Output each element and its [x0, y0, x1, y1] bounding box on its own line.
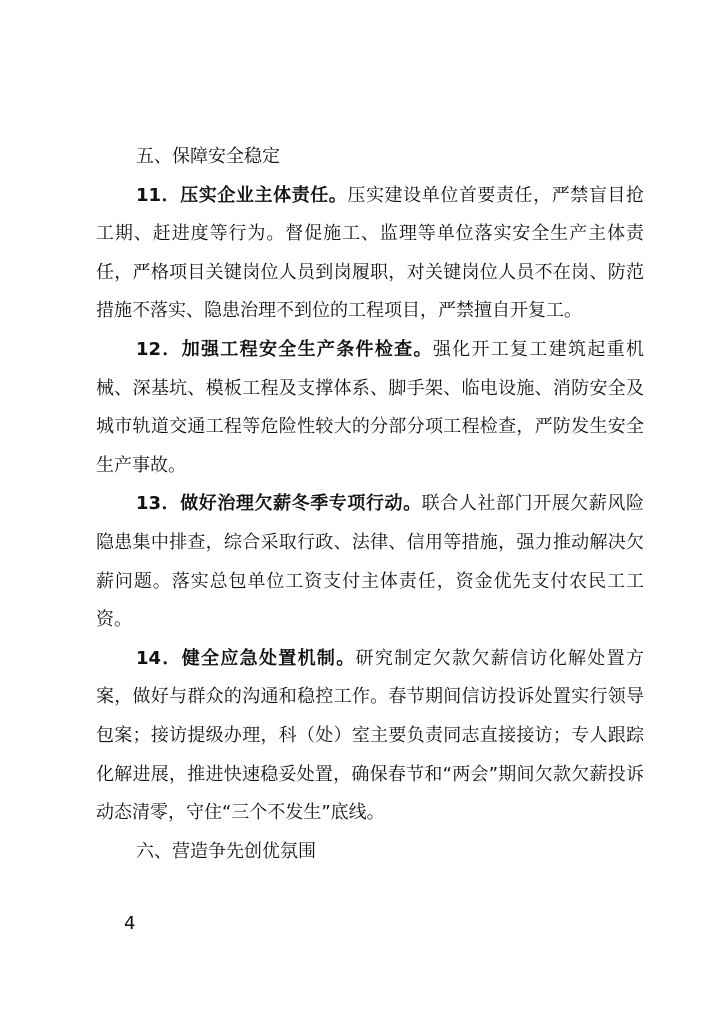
item-13	[96, 485, 644, 639]
item-11	[96, 177, 644, 331]
item-number: 12．	[136, 338, 182, 360]
item-title: 做好治理欠薪冬季专项行动。	[180, 493, 422, 515]
item-body: 压实建设单位首要责任，严禁盲目抢工期、赶进度等行为。督促施工、监理等单位落实安全生产主体责任，严格项目关键岗位人员到岗履职，对关键岗位人员不在岗、防范措施不落实、隐患治理不到位的工程项目，严禁擅自开复工。	[96, 184, 644, 322]
page-number: 4	[124, 913, 136, 934]
item-title: 健全应急处置机制。	[181, 647, 356, 669]
item-number: 14．	[136, 647, 182, 669]
item-body: 联合人社部门开展欠薪风险隐患集中排查，综合采取行政、法律、信用等措施，强力推动解决欠薪问题。落实总包单位工资支付主体责任，资金优先支付农民工工资。	[96, 493, 644, 631]
section-heading-six: 六、营造争先创优氛围	[136, 840, 316, 862]
item-title: 加强工程安全生产条件检查。	[181, 338, 433, 360]
item-body: 研究制定欠款欠薪信访化解处置方案，做好与群众的沟通和稳控工作。春节期间信访投诉处置实行领导包案；接访提级办理，科（处）室主要负责同志直接接访；专人跟踪化解进展，推进快速稳妥处置，确保春节和“两会”期间欠款欠薪投诉动态清零，守住“三个不发生”底线。	[96, 647, 644, 824]
item-14	[96, 640, 644, 833]
body-text	[96, 138, 644, 871]
item-number: 11．	[136, 184, 181, 206]
item-number: 13．	[136, 493, 181, 515]
section-heading-five: 五、保障安全稳定	[136, 146, 280, 167]
item-body: 强化开工复工建筑起重机械、深基坑、模板工程及支撑体系、脚手架、临电设施、消防安全及城市轨道交通工程等危险性较大的分部分项工程检查，严防发生安全生产事故。	[96, 338, 645, 476]
item-title: 压实企业主体责任。	[180, 184, 348, 206]
item-12	[96, 331, 644, 485]
